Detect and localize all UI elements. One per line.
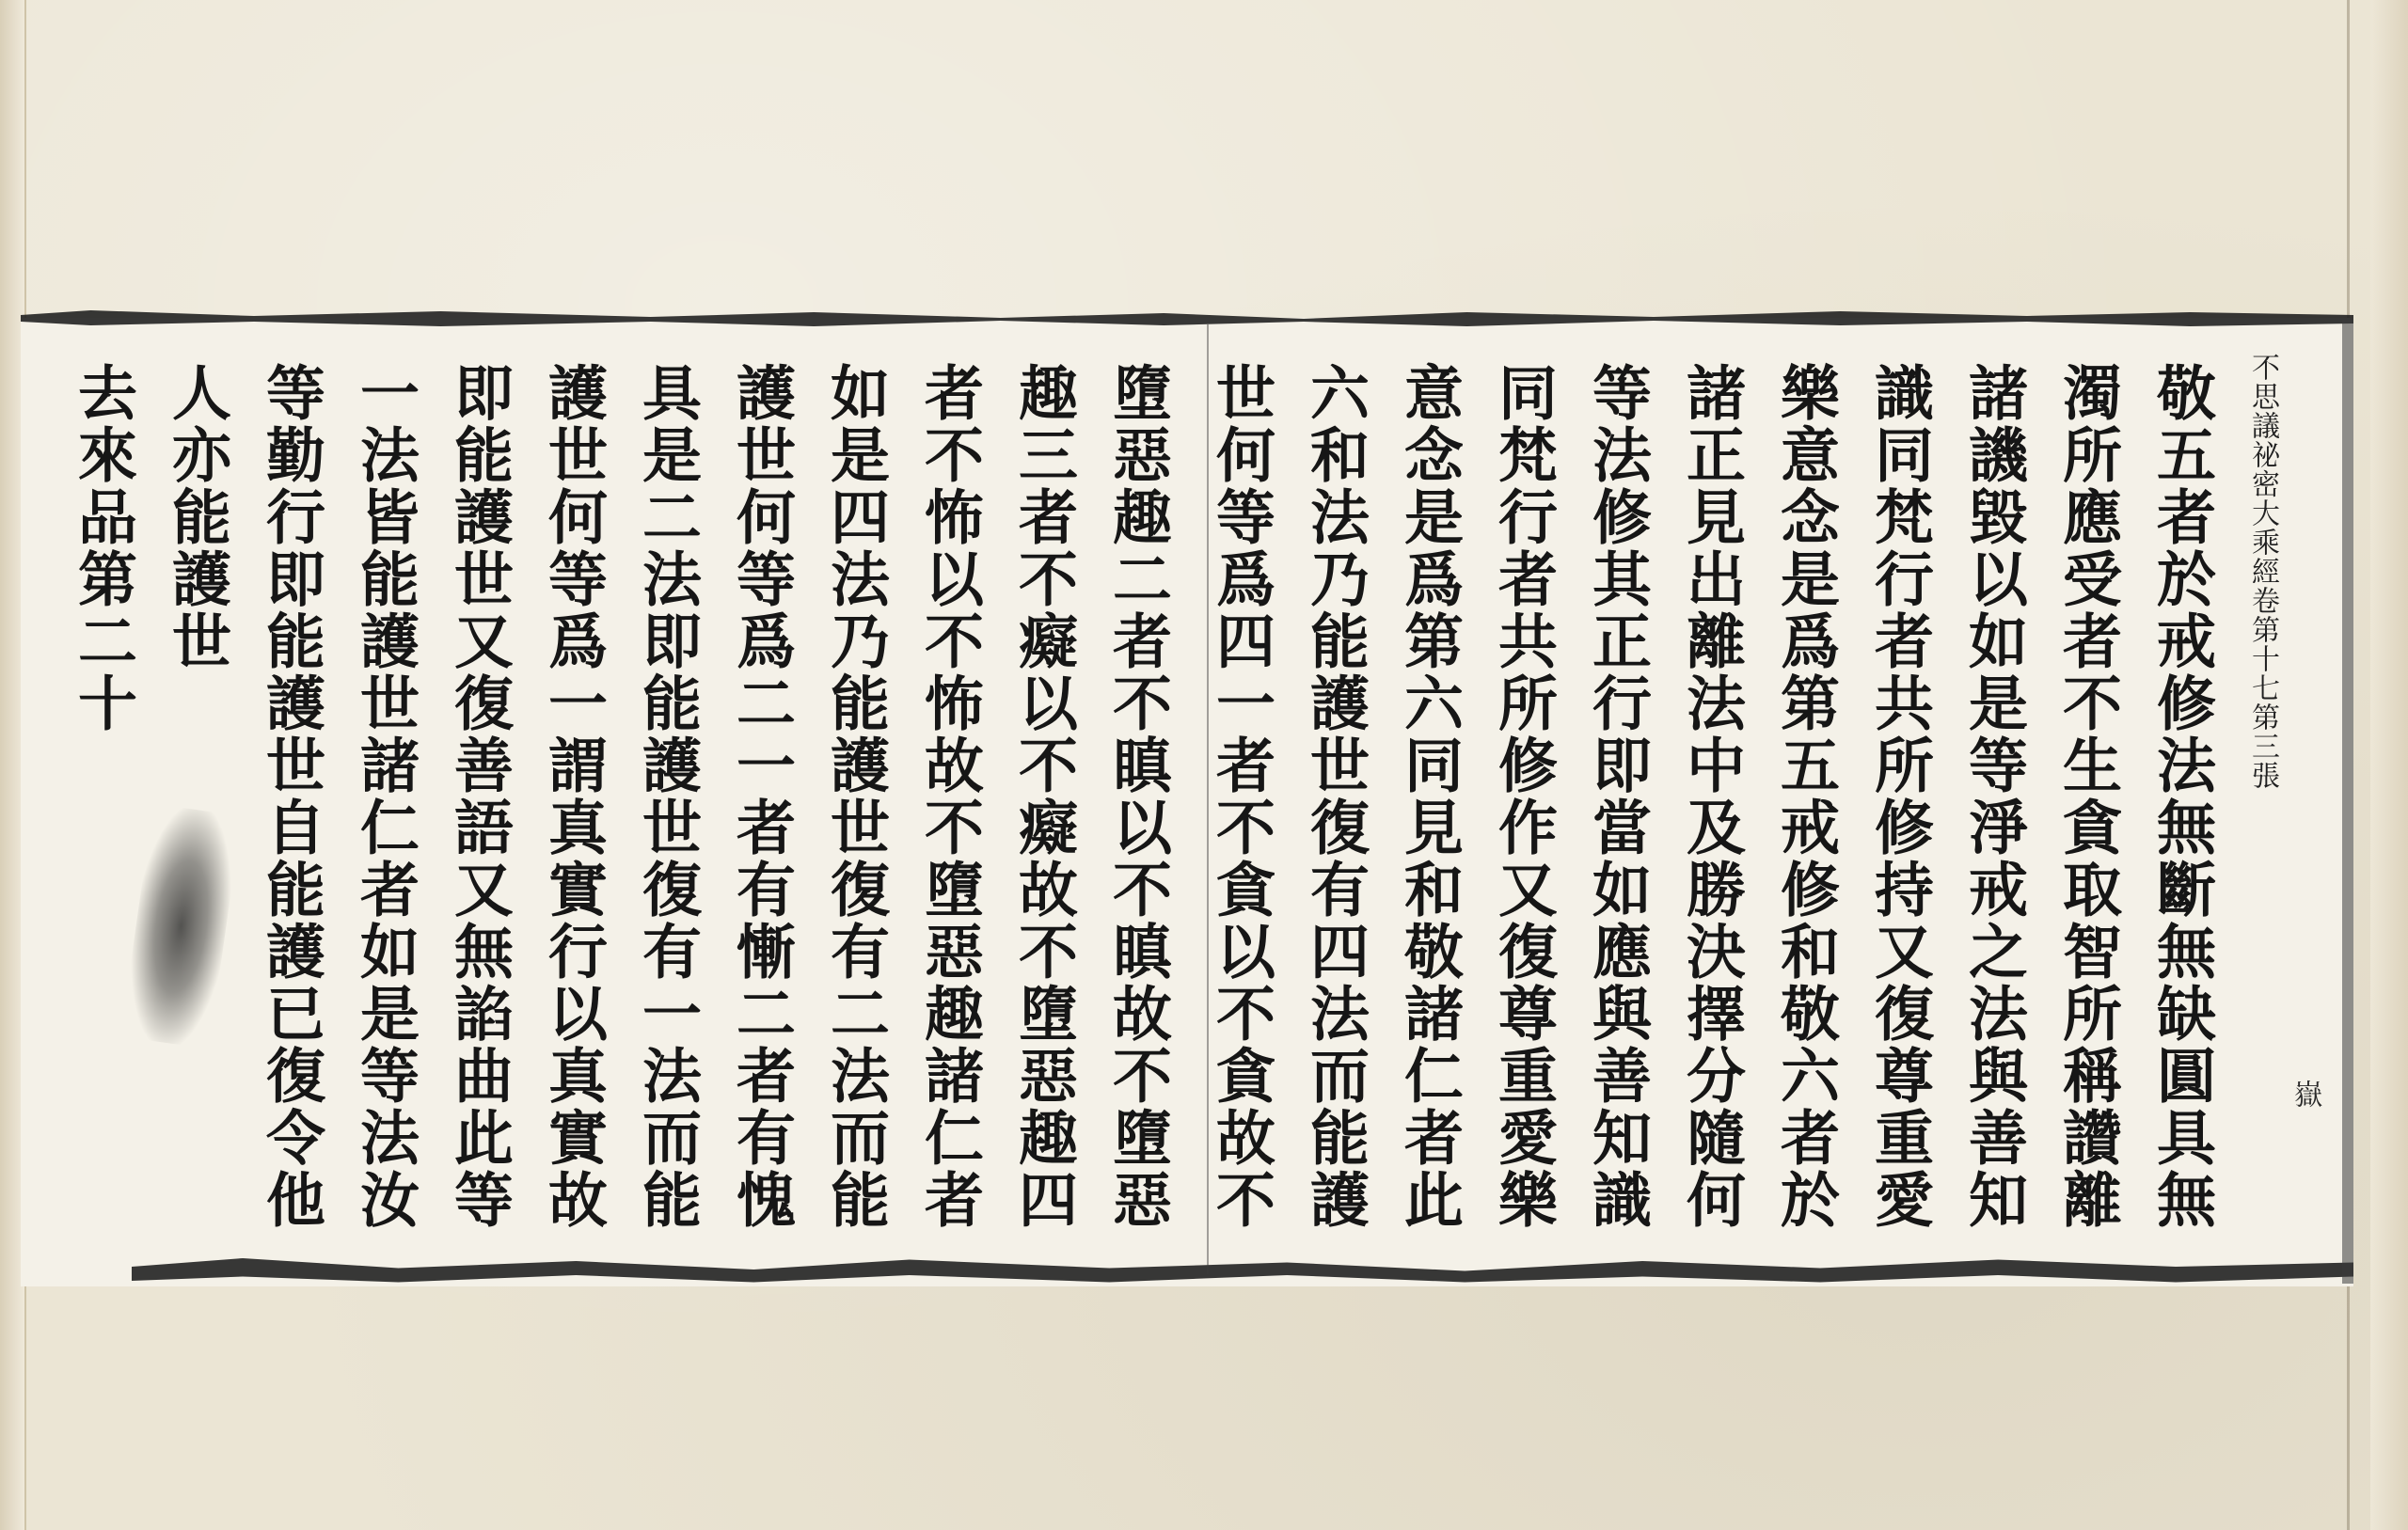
text-column-20: 一法皆能護世諸仁者如是等法汝 — [351, 362, 420, 1231]
text-column-3: 諸譏毀以如是等淨戒之法與善知 — [1959, 362, 2029, 1231]
chapter-heading: 去來品第二十 — [69, 362, 138, 734]
text-column-13: 趣三者不癡以不癡故不墮惡趣四 — [1009, 362, 1079, 1231]
text-column-21: 等勤行即能護世自能護已復令他 — [257, 362, 326, 1231]
text-column-16: 護世何等爲二一者有慚二者有愧 — [727, 362, 797, 1231]
text-column-1: 敬五者於戒修法無斷無缺圓具無 — [2147, 362, 2217, 1231]
text-column-14: 者不怖以不怖故不墮惡趣諸仁者 — [915, 362, 985, 1231]
right-page-edge — [2370, 0, 2408, 1530]
text-column-4: 識同梵行者共所修持又復尊重愛 — [1865, 362, 1935, 1231]
text-column-11: 世何等爲四一者不貪以不貪故不 — [1207, 362, 1276, 1231]
text-column-12: 墮惡趣二者不瞋以不瞋故不墮惡 — [1103, 362, 1173, 1231]
right-border-rule — [2342, 320, 2353, 1284]
text-column-18: 護世何等爲一謂真實行以真實故 — [539, 362, 609, 1231]
text-column-8: 同梵行者共所修作又復尊重愛樂 — [1489, 362, 1559, 1231]
margin-title: 不思議祕密大乘經卷第十七第三張 — [2246, 353, 2279, 790]
carver-mark: 嶽 — [2289, 1080, 2321, 1108]
text-column-7: 等法修其正行即當如應與善知識 — [1583, 362, 1653, 1231]
text-column-22: 人亦能護世 — [163, 362, 232, 672]
text-column-9: 意念是爲第六同見和敬諸仁者此 — [1395, 362, 1465, 1231]
text-column-17: 具是二法即能護世復有一法而能 — [633, 362, 703, 1231]
text-column-2: 濁所應受者不生貪取智所稱讚離 — [2053, 362, 2123, 1231]
text-column-15: 如是四法乃能護世復有二法而能 — [821, 362, 891, 1231]
text-column-19: 即能護世又復善語又無諂曲此等 — [445, 362, 515, 1231]
text-column-6: 諸正見出離法中及勝決擇分隨何 — [1677, 362, 1747, 1231]
text-column-10: 六和法乃能護世復有四法而能護 — [1301, 362, 1370, 1231]
text-column-5: 樂意念是爲第五戒修和敬六者於 — [1771, 362, 1841, 1231]
